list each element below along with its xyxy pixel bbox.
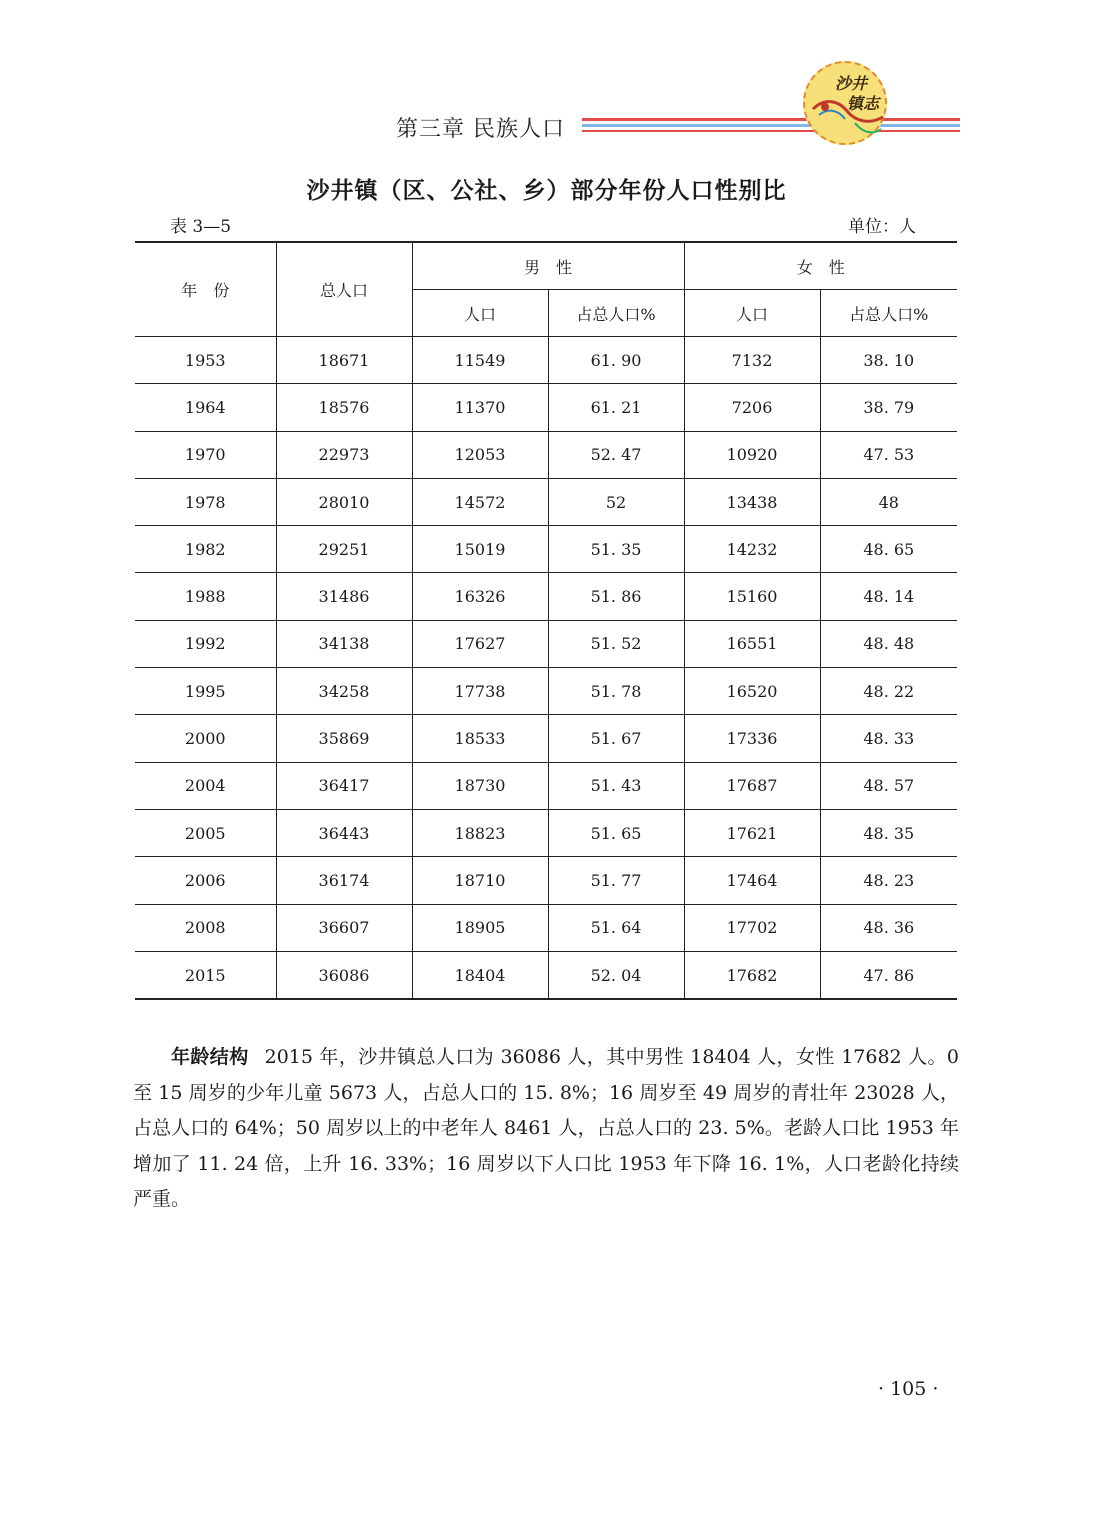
- table-row: [135, 904, 957, 951]
- cell-female-pct: 48. 14: [820, 573, 957, 620]
- table-row: [135, 809, 957, 856]
- cell-year: 2004: [135, 762, 276, 809]
- table-row: [135, 526, 957, 573]
- cell-female-pct: 38. 79: [820, 384, 957, 431]
- cell-total: 28010: [276, 478, 412, 525]
- cell-male-pop: 11549: [412, 337, 548, 384]
- cell-female-pct: 48. 65: [820, 526, 957, 573]
- cell-female-pct: 48. 35: [820, 809, 957, 856]
- table-row: [135, 620, 957, 667]
- cell-male-pop: 18710: [412, 857, 548, 904]
- cell-male-pct: 51. 52: [548, 620, 684, 667]
- cell-total: 31486: [276, 573, 412, 620]
- header-male-pop: 人口: [412, 290, 548, 337]
- cell-female-pct: 48: [820, 478, 957, 525]
- cell-male-pop: 18905: [412, 904, 548, 951]
- cell-male-pop: 15019: [412, 526, 548, 573]
- cell-male-pct: 61. 21: [548, 384, 684, 431]
- cell-year: 2006: [135, 857, 276, 904]
- cell-year: 1970: [135, 431, 276, 478]
- cell-female-pop: 16551: [684, 620, 820, 667]
- table-row: [135, 478, 957, 525]
- cell-female-pct: 48. 22: [820, 668, 957, 715]
- header-female: 女 性: [684, 242, 957, 290]
- town-annals-seal-logo: [803, 61, 887, 145]
- cell-male-pop: 18730: [412, 762, 548, 809]
- cell-female-pct: 47. 86: [820, 951, 957, 999]
- paragraph-text: 2015 年，沙井镇总人口为 36086 人，其中男性 18404 人，女性 17682 人。0 至 15 周岁的少年儿童 5673 人，占总人口的 15. 8%；16 周岁至 49 周岁的青壮年 23028 人，占总人口的 64%；50 周岁以上的中老年人 8461 人，占总人口的 23. 5%。老龄人口比 1953 年增加了 11. 24 倍，上升 16. 33%；16 周岁以下人口比 1953 年下降 16. 1%，人口老龄化持续严重。: [133, 1046, 959, 1210]
- cell-female-pop: 13438: [684, 478, 820, 525]
- cell-male-pct: 51. 65: [548, 809, 684, 856]
- seal-text-line1: 沙井: [835, 74, 868, 93]
- table-number: 表 3—5: [170, 217, 232, 237]
- cell-female-pct: 48. 48: [820, 620, 957, 667]
- cell-male-pop: 12053: [412, 431, 548, 478]
- cell-year: 1964: [135, 384, 276, 431]
- header-stripe-blue: [582, 124, 960, 127]
- cell-year: 2000: [135, 715, 276, 762]
- cell-male-pop: 18404: [412, 951, 548, 999]
- header-year: 年 份: [135, 242, 276, 337]
- header-male-pct: 占总人口%: [548, 290, 684, 337]
- cell-female-pct: 48. 36: [820, 904, 957, 951]
- cell-year: 1995: [135, 668, 276, 715]
- cell-female-pop: 17336: [684, 715, 820, 762]
- cell-male-pct: 52. 04: [548, 951, 684, 999]
- cell-male-pct: 51. 35: [548, 526, 684, 573]
- cell-male-pct: 51. 77: [548, 857, 684, 904]
- cell-year: 1978: [135, 478, 276, 525]
- cell-total: 22973: [276, 431, 412, 478]
- cell-female-pop: 16520: [684, 668, 820, 715]
- table-row: [135, 384, 957, 431]
- cell-female-pop: 17464: [684, 857, 820, 904]
- phoenix-emblem-icon: [805, 63, 889, 147]
- cell-male-pop: 17627: [412, 620, 548, 667]
- cell-total: 35869: [276, 715, 412, 762]
- header-male: 男 性: [412, 242, 684, 290]
- cell-female-pct: 38. 10: [820, 337, 957, 384]
- cell-male-pct: 51. 43: [548, 762, 684, 809]
- cell-total: 34258: [276, 668, 412, 715]
- cell-female-pct: 48. 57: [820, 762, 957, 809]
- cell-male-pct: 51. 86: [548, 573, 684, 620]
- cell-year: 2008: [135, 904, 276, 951]
- cell-year: 2005: [135, 809, 276, 856]
- cell-male-pct: 52. 47: [548, 431, 684, 478]
- cell-female-pop: 7132: [684, 337, 820, 384]
- cell-male-pop: 11370: [412, 384, 548, 431]
- page-number: · 105 ·: [878, 1378, 939, 1400]
- cell-total: 36443: [276, 809, 412, 856]
- cell-female-pop: 17687: [684, 762, 820, 809]
- cell-male-pct: 51. 64: [548, 904, 684, 951]
- header-female-pop: 人口: [684, 290, 820, 337]
- cell-female-pct: 47. 53: [820, 431, 957, 478]
- cell-total: 29251: [276, 526, 412, 573]
- cell-male-pop: 16326: [412, 573, 548, 620]
- cell-male-pct: 51. 67: [548, 715, 684, 762]
- cell-total: 36086: [276, 951, 412, 999]
- cell-female-pop: 17621: [684, 809, 820, 856]
- header-stripe-red: [582, 118, 960, 121]
- header-total: 总人口: [276, 242, 412, 337]
- cell-female-pop: 14232: [684, 526, 820, 573]
- cell-total: 34138: [276, 620, 412, 667]
- table-row: [135, 337, 957, 384]
- cell-male-pop: 18823: [412, 809, 548, 856]
- table-row: [135, 668, 957, 715]
- cell-female-pop: 7206: [684, 384, 820, 431]
- header-stripe-red-lower: [582, 130, 960, 132]
- table-title: 沙井镇（区、公社、乡）部分年份人口性别比: [306, 178, 787, 204]
- paragraph-lead: 年龄结构: [171, 1046, 249, 1068]
- cell-year: 2015: [135, 951, 276, 999]
- cell-female-pct: 48. 33: [820, 715, 957, 762]
- cell-female-pop: 10920: [684, 431, 820, 478]
- cell-year: 1992: [135, 620, 276, 667]
- age-structure-paragraph: [133, 1040, 959, 1218]
- cell-year: 1953: [135, 337, 276, 384]
- table-row: [135, 951, 957, 999]
- cell-male-pop: 18533: [412, 715, 548, 762]
- cell-total: 18671: [276, 337, 412, 384]
- cell-female-pop: 17702: [684, 904, 820, 951]
- table-row: [135, 762, 957, 809]
- table-row: [135, 715, 957, 762]
- sex-ratio-table: [135, 241, 957, 1000]
- chapter-title: 第三章 民族人口: [396, 117, 565, 142]
- cell-year: 1988: [135, 573, 276, 620]
- cell-male-pct: 61. 90: [548, 337, 684, 384]
- table-row: [135, 857, 957, 904]
- table-row: [135, 431, 957, 478]
- header-female-pct: 占总人口%: [820, 290, 957, 337]
- cell-total: 36417: [276, 762, 412, 809]
- cell-female-pop: 15160: [684, 573, 820, 620]
- table-unit: 单位：人: [848, 217, 916, 237]
- seal-text-line2: 镇志: [847, 94, 880, 113]
- cell-male-pct: 52: [548, 478, 684, 525]
- cell-male-pct: 51. 78: [548, 668, 684, 715]
- cell-female-pop: 17682: [684, 951, 820, 999]
- cell-male-pop: 14572: [412, 478, 548, 525]
- cell-total: 36174: [276, 857, 412, 904]
- cell-total: 36607: [276, 904, 412, 951]
- table-body: [135, 337, 957, 1000]
- table-row: [135, 573, 957, 620]
- cell-female-pct: 48. 23: [820, 857, 957, 904]
- cell-total: 18576: [276, 384, 412, 431]
- cell-year: 1982: [135, 526, 276, 573]
- cell-male-pop: 17738: [412, 668, 548, 715]
